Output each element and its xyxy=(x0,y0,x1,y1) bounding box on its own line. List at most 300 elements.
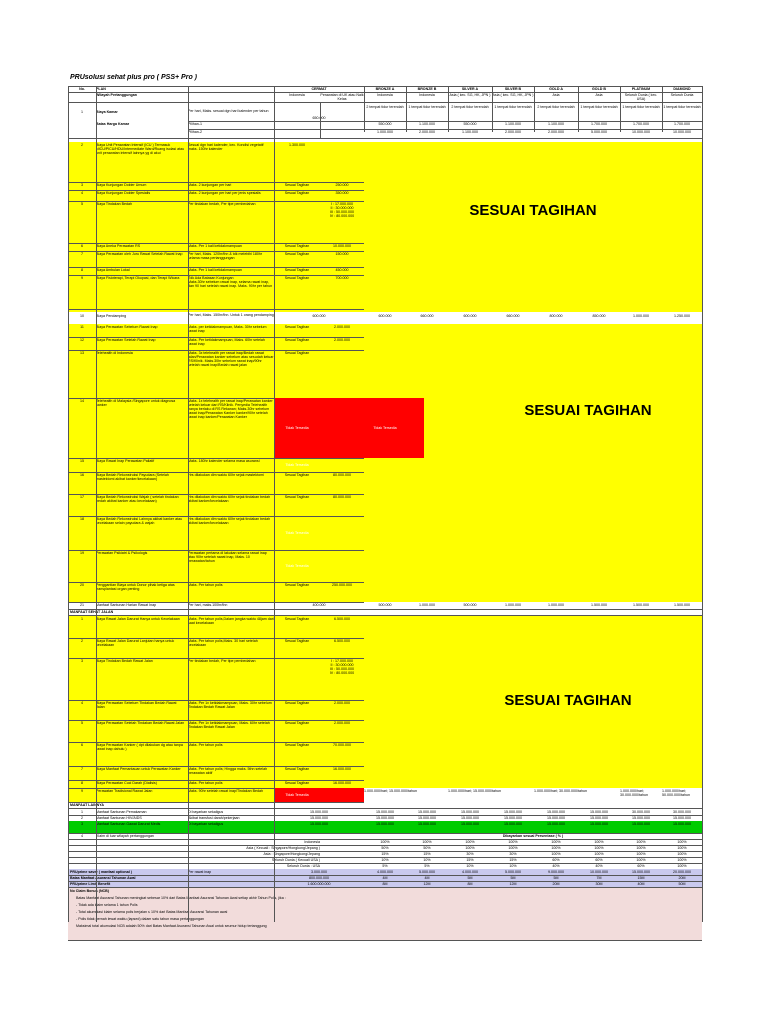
dibayar-label: Dibayarkan sesuai Persentase ( % ) xyxy=(502,834,564,838)
summary-tier: 7M xyxy=(596,876,602,880)
tier-value: 15.000.000 xyxy=(376,816,394,820)
room-price-p1: 1.100.000 xyxy=(419,122,435,126)
benefit-name: Biaya Aneka Perawatan RS xyxy=(96,244,141,248)
cermat-value: Sesuai Tagihan xyxy=(284,617,310,621)
cermat-amount xyxy=(320,143,364,182)
grid-line xyxy=(188,121,702,122)
region-pct: 5% xyxy=(424,864,430,868)
region-pct: 100% xyxy=(551,840,561,844)
tier-value: 15.000.000 xyxy=(673,816,691,820)
summary-tier: 30M xyxy=(595,882,603,886)
tier-header-bronze-b: BRONZE B xyxy=(417,87,437,91)
cermat-room-value: 650.000 xyxy=(312,116,326,120)
benefit-sheet xyxy=(68,72,702,946)
grid-line xyxy=(702,86,703,132)
region-pct: 40% xyxy=(552,864,560,868)
benefit-desc: Perawatan pertama di lakukan selama rawat inap atau 90hr setelah rawat inap, Maks. 10 perawatan/tahun xyxy=(188,551,267,564)
grid-line xyxy=(274,86,275,922)
summary-tier: 12M xyxy=(423,882,431,886)
ncb-note: - Tidak ada klaim selama 1 tahun Polis xyxy=(76,903,138,907)
row-no: 16 xyxy=(80,473,84,477)
grid-line xyxy=(364,86,365,132)
tier-value: 15.000.000 xyxy=(461,810,479,814)
summary-desc: Per rawat inap xyxy=(188,870,212,874)
grid-line xyxy=(406,86,407,132)
cermat-amount: 6.500.000 xyxy=(334,639,350,643)
tier-value: 15.000.000 xyxy=(590,822,608,826)
summary-cermat: 3.000.000 xyxy=(311,870,327,874)
grid-line xyxy=(448,86,449,132)
cermat-amount: 700.000 xyxy=(335,276,349,280)
row-no: 9 xyxy=(81,789,83,793)
benefit-desc: Maks. Per tahun polis,Maks. 30 hari setelah kecelakaan xyxy=(188,639,258,648)
row-no: 4 xyxy=(81,834,83,838)
biaya-kamar-label: Biaya Kamar xyxy=(96,110,118,114)
benefit-name: Perawatan Psikiatri & Psikologis xyxy=(96,551,148,555)
row-no: 9 xyxy=(81,276,83,280)
tier-value: 500.000 xyxy=(378,603,392,607)
cermat-amount: 70.000.000 xyxy=(333,743,351,747)
cermat-value xyxy=(274,659,320,700)
benefit-name: Biaya Perawatan Setelah Tindakan Bedah Rawat Jalan xyxy=(96,721,185,725)
cermat-amount: 16.000.000 xyxy=(333,767,351,771)
region-name: Asia : Singapore/Hongkong/Jepang xyxy=(263,852,320,856)
region-pct: 100% xyxy=(465,840,475,844)
region-pct: 15% xyxy=(509,858,517,862)
summary-tier: 5M xyxy=(553,876,559,880)
room-price-p2: 2.000.000 xyxy=(419,130,435,134)
cermat-value: 15.000.000 xyxy=(310,822,328,826)
row-no: 6 xyxy=(81,244,83,248)
cermat-value: Sesuai Tagihan xyxy=(284,338,310,342)
tier-region: Indonesia xyxy=(419,93,435,97)
grid-line xyxy=(188,86,189,922)
tier-value: 1.000.000/hari; 30.000.000/tahun xyxy=(534,789,587,793)
benefit-desc: Per tindakan bedah, Per tipe pembedahan xyxy=(188,202,256,206)
benefit-name: Biaya Perawatan Sebelum Rawat Inap xyxy=(96,325,158,329)
row-no: 4 xyxy=(81,191,83,195)
header-wilayah: Wilayah Pertanggungan xyxy=(96,93,137,97)
tier-header-gold-b: GOLD B xyxy=(592,87,606,91)
cermat-value: Sesuai Tagihan xyxy=(284,325,310,329)
benefit-name: Biaya Unit Perawatan Intensif (ICU ) Termasuk NICU/PICU/HDU/Intermediate Ward/Ruang isolasi atau unit perawatan intensif lainnya yg di akui xyxy=(96,143,185,156)
cermat-value: Sesuai Tagihan xyxy=(284,701,310,705)
tier-region: Asia ( kec. SG, HK, JPN ) xyxy=(492,93,534,97)
cermat-value: Sesuai Tagihan xyxy=(284,191,310,195)
room-type: 1 tempat tidur terendah xyxy=(580,105,618,109)
row-no: 2 xyxy=(81,639,83,643)
summary-tier: 20M xyxy=(678,876,686,880)
benefit-name: Biaya Bedah Rekonstruksi Payudara (Setelah mastektomi akibat kanker/kecelakaan) xyxy=(96,473,169,482)
grid-line xyxy=(96,86,97,922)
tier-value: 660.000 xyxy=(506,314,520,318)
region-pct: 10% xyxy=(423,858,431,862)
cermat-amount: 2.000.000 xyxy=(334,338,350,342)
cermat-value: Tidak Tersedia xyxy=(285,463,309,467)
tier-value: 600.000 xyxy=(463,314,477,318)
room-price-p1: 1.100.000 xyxy=(505,122,521,126)
row-no: 1 xyxy=(81,617,83,621)
benefit-desc: Maks. 2 kunjungan per hari xyxy=(188,183,232,187)
grid-line xyxy=(534,86,535,132)
tier-value: 1.500.000 xyxy=(591,603,607,607)
summary-tier: 5.000.000 xyxy=(505,870,521,874)
cermat-amount: 6.500.000 xyxy=(334,617,350,621)
benefit-desc: Maks. Per 1 kali ketidakmampuan xyxy=(188,244,242,248)
benefit-desc: Maks. Per tahun polis xyxy=(188,781,223,785)
tier-value: 1.000.000/hari; 50.000.000/tahun xyxy=(662,789,690,798)
benefit-desc: Maks. 1x telehealth per rawat inap/Perawatan kanker setelah keluar dari RS/Klinik. Penyedia Telehealth hanya berlaku di RS Rekanan; Maks.30hr sebelum rawat inap/Perawatan Kanker kanker/90hr setelah rawat inap kanker/Perawatan Kanker xyxy=(188,399,273,420)
region-pct: 100% xyxy=(636,840,646,844)
benefit-desc: Per hari, Maks. 120hr/thn & tdk melebihi 180hr selama masa pertanggungan xyxy=(188,252,263,261)
cermat-value: Sesuai Tagihan xyxy=(284,743,310,747)
benefit-desc: Maks. Per 1x ketidakmampuan, Maks. 30hr sebelum Tindakan Bedah Rawat Jalan xyxy=(188,701,272,710)
grid-line xyxy=(578,86,579,132)
tier-value: 15.000.000 xyxy=(673,822,691,826)
row-no: 17 xyxy=(80,495,84,499)
row-no: 8 xyxy=(81,781,83,785)
tier-value: 850.000 xyxy=(592,314,606,318)
tier-value: 15.000.000 xyxy=(418,816,436,820)
benefit-name: Biaya Ambulan Lokal xyxy=(96,268,130,272)
region-pct: 10% xyxy=(466,864,474,868)
no-claim-title: No Claim Bonus (NCB) xyxy=(70,889,109,893)
region-pct: 30% xyxy=(466,852,474,856)
tier-value: 15.000.000 xyxy=(376,822,394,826)
benefit-name: Biaya Tindakan Bedah Rawat Jalan xyxy=(96,659,153,663)
summary-tier: 4M xyxy=(424,876,430,880)
header-cermat: CERMAT xyxy=(311,87,327,91)
row-no: 8 xyxy=(81,268,83,272)
cermat-value: Sesuai Tagihan xyxy=(284,721,310,725)
tier-value: 15.000.000 xyxy=(547,816,565,820)
region-pct: 100% xyxy=(594,846,604,850)
benefit-desc: Maks. 90hr setelah rawat inap/Tindakan Bedah xyxy=(188,789,263,793)
cermat-amount: 2.000.000 xyxy=(334,325,350,329)
header-no: No. xyxy=(79,87,85,91)
region-pct: 40% xyxy=(595,864,603,868)
benefit-desc: Maks. Per 1x ketidakmampuan, Maks. 60hr setelah Tindakan Bedah Rawat Jalan xyxy=(188,721,270,730)
benefit-desc: Di bayarkan sekaligus xyxy=(188,822,224,826)
tier-value: 30.000.000 xyxy=(673,810,691,814)
row-no: 7 xyxy=(81,252,83,256)
cermat-amount: I : 17.000.000 II : 30.000.000 III : 50.000.000 IV : 80.000.000 xyxy=(329,202,355,219)
benefit-desc: Per hari, maks.100hr/thn xyxy=(188,603,228,607)
cermat-value: Tidak Tersedia xyxy=(285,426,309,430)
benefit-name: Biaya Bedah Rekonstruksi Lainnya akibat kanker atau kecelakaan selain payudara & wajah xyxy=(96,517,183,526)
cermat-value: Tidak Tersedia xyxy=(285,564,309,568)
cermat-value: Sesuai Tagihan xyxy=(284,183,310,187)
region-pct: 15% xyxy=(381,852,389,856)
grid-line xyxy=(662,86,663,132)
benefit-desc: Hrs dilakukan dlm waktu 60hr sejak tindakan bedah akibat kanker/kecelakaan xyxy=(188,495,271,504)
cermat-value: 600.000 xyxy=(312,314,326,318)
region-pct: 100% xyxy=(594,840,604,844)
benefit-name: Biaya Rawat Jalan Darurat Lanjutan hanya untuk kecelakaan xyxy=(96,639,175,648)
tier-value: 15.000.000 xyxy=(461,816,479,820)
tier-value: 15.000.000 xyxy=(547,810,565,814)
summary-cermat: 1.600.000.000 xyxy=(307,882,331,886)
benefit-name: Biaya Perawatan Kanker ( dpt dilakukan dg atau tanpa rawat inap dahulu ) xyxy=(96,743,183,752)
benefit-desc: Maks. Per tahun polis; Hingga maks. 5thn setelah perawatan aktif xyxy=(188,767,268,776)
row-no: 11 xyxy=(80,325,84,329)
benefit-desc: Maks. Per tahun polis xyxy=(188,583,223,587)
row-no: 4 xyxy=(81,701,83,705)
cermat-amount: 16.000.000 xyxy=(333,781,351,785)
room-price-p1: 1.700.000 xyxy=(674,122,690,126)
region-pct: 100% xyxy=(677,840,687,844)
cermat-amount: I : 17.000.000 II : 30.000.000 III : 50.000.000 IV : 80.000.000 xyxy=(329,659,355,676)
region-pct: 100% xyxy=(380,840,390,844)
tier-region: Asia xyxy=(552,93,560,97)
summary-tier: 5.000.000 xyxy=(419,870,435,874)
header-cermat-region: Indonesia xyxy=(289,93,305,97)
tier-value: 1.500.000 xyxy=(674,603,690,607)
summary-tier: 8M xyxy=(382,882,388,886)
tier-value: 15.000.000 xyxy=(504,822,522,826)
tier-value: 1.250.000 xyxy=(674,314,690,318)
region-pct: 100% xyxy=(422,840,432,844)
summary-tier: 9.000.000 xyxy=(548,870,564,874)
region-pct: 100% xyxy=(636,858,646,862)
region-pct: 60% xyxy=(552,858,560,862)
benefit-name: Biaya Manfaat Pemantauan untuk Perawatan Kanker xyxy=(96,767,181,771)
cermat-value: 400.000 xyxy=(312,603,326,607)
pilihan-2-label: Pilihan-2 xyxy=(188,130,202,134)
region-pct: 15% xyxy=(466,858,474,862)
region-pct: 100% xyxy=(636,852,646,856)
benefit-name: Manfaat Santunan Harian Rawat Inap xyxy=(96,603,157,607)
summary-tier: 5M xyxy=(510,876,516,880)
row-no: 21 xyxy=(80,603,84,607)
row-no: 20 xyxy=(80,583,84,587)
tier-value: 1.500.000 xyxy=(633,603,649,607)
summary-label: PRUprime saver ( manfaat optional ) xyxy=(70,870,132,874)
ncb-note: - Polis tidak pernah lewat waktu (lapsed) dalam satu tahun masa pertanggungan xyxy=(76,917,205,921)
benefit-desc: Maks. Per tahun polis,Dalam jangka waktu 48jam dari saat kecelakaan xyxy=(188,617,274,626)
row-no: 3 xyxy=(81,822,83,826)
region-pct: 10% xyxy=(381,858,389,862)
tier-value: 15.000.000 xyxy=(504,810,522,814)
grid-line xyxy=(702,86,703,922)
summary-tier: 50M xyxy=(678,882,686,886)
room-price-p2: 10.000.000 xyxy=(673,130,691,134)
cermat-amount: 10.000.000 xyxy=(333,244,351,248)
row-no: 3 xyxy=(81,183,83,187)
benefit-name: Biaya Perawatan Setelah Rawat Inap xyxy=(96,338,156,342)
grid-line xyxy=(188,129,702,130)
row-no: 7 xyxy=(81,767,83,771)
cermat-amount: Tidak Tersedia xyxy=(373,426,397,430)
benefit-name: Manfaat Santunan HIV/AIDS xyxy=(96,816,142,820)
cermat-value: 15.000.000 xyxy=(310,810,328,814)
benefit-desc: Maks. 180hr kalender selama masa asuransi xyxy=(188,459,260,463)
region-name: Indonesia xyxy=(304,840,320,844)
row-no: 18 xyxy=(80,517,84,521)
cermat-value: 1.300.000 xyxy=(289,143,305,147)
benefit-desc: Maks. 2 kunjungan per hari per jenis spesialis xyxy=(188,191,261,195)
grid-line xyxy=(320,102,321,138)
cermat-amount: 2.000.000 xyxy=(334,701,350,705)
row-no: 5 xyxy=(81,202,83,206)
region-pct: 100% xyxy=(677,846,687,850)
tier-region: Indonesia xyxy=(377,93,393,97)
summary-tier: 10.000.000 xyxy=(590,870,608,874)
room-type: 1 tempat tidur terendah xyxy=(494,105,532,109)
benefit-desc: Akibat transfusi darah/pekerjaan xyxy=(188,816,240,820)
cermat-value: Sesuai Tagihan xyxy=(284,639,310,643)
benefit-desc: Maks. Per ketidakmampuan, Maks. 60hr setelah rawat inap xyxy=(188,338,265,347)
cermat-amount: 80.000.000 xyxy=(333,495,351,499)
cermat-value: Sesuai Tagihan xyxy=(284,781,310,785)
tier-region: Seluruh Dunia ( kec. USA) xyxy=(624,93,658,101)
grid-line xyxy=(68,309,364,310)
grid-line xyxy=(68,808,702,809)
benefit-desc: Per hari, Maks. 150hr/thn. Untuk 1 orang pendamping xyxy=(188,313,274,317)
biaya-kamar-desc: Per hari, Maks. sesuai dgn hari kalender per tahun xyxy=(188,109,269,113)
tier-value: 15.000.000 xyxy=(461,822,479,826)
summary-tier: 40M xyxy=(637,882,645,886)
benefit-desc: Di bayarkan sekaligus xyxy=(188,810,224,814)
room-price-p2: 5.000.000 xyxy=(591,130,607,134)
room-type: 2 tempat tidur terendah xyxy=(537,105,575,109)
cermat-value: Sesuai Tagihan xyxy=(284,583,310,587)
region-pct: 100% xyxy=(677,852,687,856)
cermat-amount: 80.000.000 xyxy=(333,473,351,477)
cermat-value: Tidak Tersedia xyxy=(285,531,309,535)
benefit-name: Perawatan Tradisional Rawat Jalan xyxy=(96,789,153,793)
cermat-amount: 250.000.000 xyxy=(332,583,352,587)
tier-value: 1.000.000 xyxy=(633,314,649,318)
sesuai-tagihan-banner: SESUAI TAGIHAN xyxy=(524,402,652,419)
benefit-desc: Maks. Per 1 kali ketidakmampuan xyxy=(188,268,242,272)
cermat-amount: 2.000.000 xyxy=(334,721,350,725)
summary-tier: 15.000.000 xyxy=(632,870,650,874)
benefit-name: Biaya Rawat Jalan Darurat Hanya untuk Kecelakaan xyxy=(96,617,180,621)
region-pct: 100% xyxy=(677,858,687,862)
summary-cermat: 800.000.000 xyxy=(309,876,329,880)
cermat-value xyxy=(274,202,320,243)
benefit-name: Biaya Kunjungan Dokter Spesialis xyxy=(96,191,151,195)
tier-value: 1.000.000 xyxy=(548,603,564,607)
summary-tier: 12M xyxy=(509,882,517,886)
region-pct: 100% xyxy=(508,846,518,850)
cermat-value: Sesuai Tagihan xyxy=(284,268,310,272)
tier-value: 500.000 xyxy=(463,603,477,607)
cermat-value: Sesuai Tagihan xyxy=(284,252,310,256)
tier-value: 600.000 xyxy=(378,314,392,318)
region-pct: 100% xyxy=(594,852,604,856)
grid-line xyxy=(68,138,702,139)
row-no: 5 xyxy=(81,721,83,725)
row-no: 2 xyxy=(81,816,83,820)
room-type: 2 tempat tidur terendah xyxy=(451,105,489,109)
benefit-name: Biaya Perawatan Cuci Darah (Dialisis) xyxy=(96,781,157,785)
tier-value: 15.000.000 xyxy=(376,810,394,814)
tier-value: 15.000.000 xyxy=(632,822,650,826)
tier-value: 30.000.000 xyxy=(632,810,650,814)
benefit-name: Klaim di luar wilayah pertanggungan xyxy=(96,834,154,838)
room-price-p2: 2.000.000 xyxy=(505,130,521,134)
benefit-name: Biaya Bedah Rekonstruksi Wajah ( setelah tindakan bedah akibat kanker atau kecelakaan) xyxy=(96,495,179,504)
tier-header-bronze-a: BRONZE A xyxy=(375,87,395,91)
cermat-value: Tidak Tersedia xyxy=(285,793,309,797)
room-price-p1: 1.700.000 xyxy=(591,122,607,126)
sesuai-tagihan-banner: SESUAI TAGIHAN xyxy=(469,202,597,219)
cermat-value: Sesuai Tagihan xyxy=(284,767,310,771)
region-pct: 60% xyxy=(637,864,645,868)
grid-line xyxy=(68,102,702,103)
region-pct: 60% xyxy=(595,858,603,862)
cermat-amount: 450.000 xyxy=(335,268,349,272)
summary-label: Batas Manfaat Asuransi Tahunan Awal xyxy=(70,876,136,880)
benefit-desc: Maks. Per tahun polis xyxy=(188,743,223,747)
room-price-p2: 1.100.000 xyxy=(462,130,478,134)
grid-line xyxy=(620,86,621,132)
summary-tier: 5M xyxy=(467,876,473,880)
grid-line xyxy=(68,940,702,941)
pilihan-1-label: Pilihan-1 xyxy=(188,122,202,126)
cermat-value: Sesuai Tagihan xyxy=(284,351,310,355)
header-cermat-region: Perawatan di UK atau Naik Kelas xyxy=(320,93,364,101)
region-pct: 15% xyxy=(423,852,431,856)
cermat-value: Sesuai Tagihan xyxy=(284,244,310,248)
tier-value: 1.000.000 xyxy=(419,603,435,607)
row-no: 3 xyxy=(81,659,83,663)
tier-value: 15.000.000 xyxy=(632,816,650,820)
region-pct: 100% xyxy=(677,864,687,868)
row-no: 12 xyxy=(80,338,84,342)
tier-value: 15.000.000 xyxy=(418,822,436,826)
benefit-name: Telehealth di Indonesia xyxy=(96,351,133,355)
room-price-p1: 1.700.000 xyxy=(633,122,649,126)
summary-tier: 20M xyxy=(552,882,560,886)
benefit-name: Manfaat Santunan Pemakaman xyxy=(96,810,147,814)
room-price-p1: 550.000 xyxy=(378,122,392,126)
header-plan: PLAN xyxy=(96,87,106,91)
tier-header-silver-b: SILVER B xyxy=(504,87,522,91)
region-pct: 5% xyxy=(382,864,388,868)
benefit-name: Biaya Perawatan oleh Juru Rawat Setelah Rawat Inap xyxy=(96,252,183,256)
ncb-note: - Total akumulasi klaim selama polis berjalan ≤ 10% dari Batas Manfaat Asuransi Tahunan awal xyxy=(76,910,228,914)
row-no: 6 xyxy=(81,743,83,747)
batas-harga-label: Batas Harga Kamar xyxy=(96,122,130,126)
room-price-p2: 10.000.000 xyxy=(632,130,650,134)
room-type: 1 tempat tidur terendah xyxy=(408,105,446,109)
tier-value: 15.000.000 xyxy=(504,816,522,820)
row-no: 13 xyxy=(80,351,84,355)
tier-region: Seluruh Dunia xyxy=(670,93,694,97)
region-pct: 10% xyxy=(509,864,517,868)
tier-value: 1.000.000/hari; 15.000.000/tahun xyxy=(364,789,417,793)
cermat-value: Sesuai Tagihan xyxy=(284,276,310,280)
tier-region: Asia xyxy=(595,93,603,97)
region-name: Asia ( Kecuali : Singapore/Hongkong/Jepang ) xyxy=(246,846,320,850)
tier-header-gold-a: GOLD A xyxy=(549,87,563,91)
sesuai-tagihan-banner: SESUAI TAGIHAN xyxy=(504,692,632,709)
summary-tier: 4M xyxy=(382,876,388,880)
room-type: 1 tempat tidur terendah xyxy=(622,105,660,109)
page-title: PRUsolusi sehat plus pro ( PSS+ Pro ) xyxy=(70,74,197,81)
region-pct: 50% xyxy=(423,846,431,850)
tier-value: 660.000 xyxy=(420,314,434,318)
benefit-desc: Maks. per ketidakmampuan, Maks. 30hr sebelum rawat inap xyxy=(188,325,267,334)
tier-value: 15.000.000 xyxy=(590,810,608,814)
tier-region: Asia ( kec. SG, HK, JPN ) xyxy=(449,93,491,97)
tier-value: 1.000.000/hari; 30.000.000/tahun xyxy=(620,789,648,798)
benefit-name: Telehealth di Malaysia /Singapore untuk diagnosa kanker xyxy=(96,399,176,408)
benefit-desc: Tdk Ada Batasan Kunjungan Maks.30hr sebelum rawat inap, selama rawat inap, dan 90 hari setelah rawat inap. Maks. 90hr per tahun xyxy=(188,276,273,289)
